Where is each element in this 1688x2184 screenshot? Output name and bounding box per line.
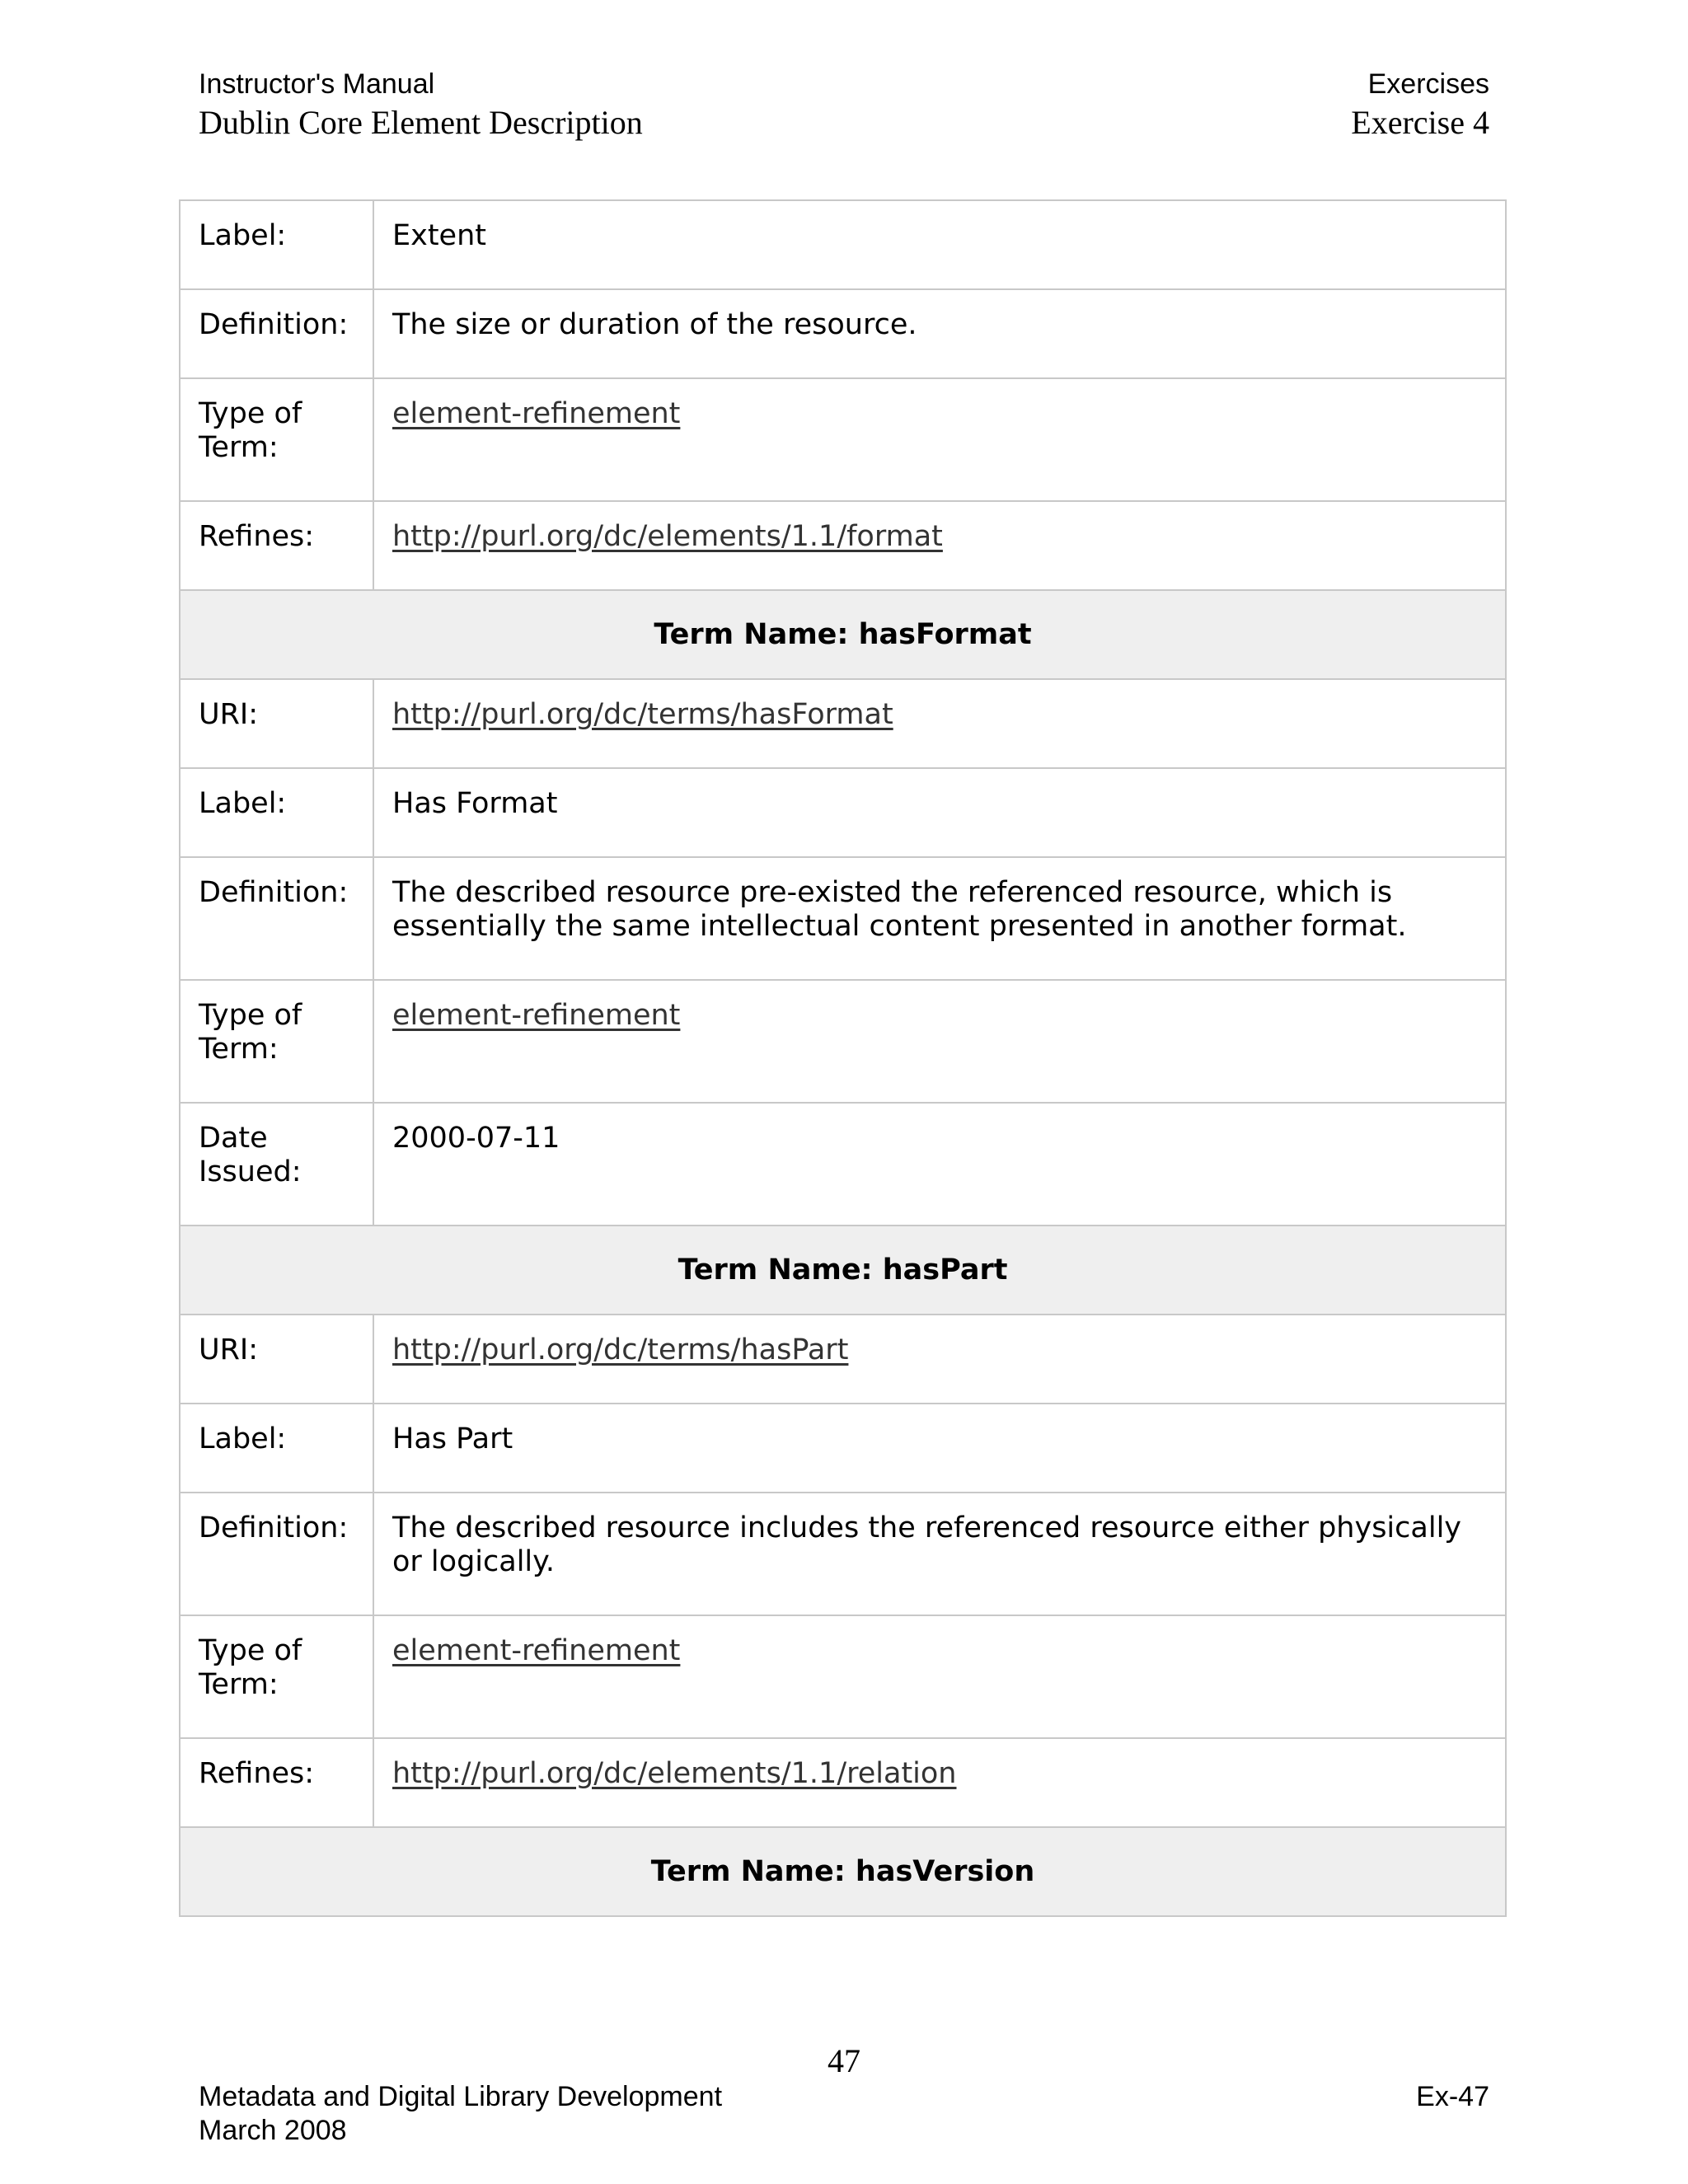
table-row (180, 378, 1506, 501)
table-row (180, 768, 1506, 857)
footer-date: March 2008 (199, 2115, 347, 2146)
table-row (180, 1315, 1506, 1404)
row-label: Refines: (180, 501, 373, 590)
row-label: Definition: (180, 857, 373, 980)
term-description-table (179, 199, 1507, 1917)
term-name-heading: Term Name: hasPart (180, 1226, 1506, 1315)
term-heading-row (180, 590, 1506, 679)
row-value (373, 501, 1506, 590)
type-of-term-link[interactable]: element-refinement (392, 397, 681, 430)
term-heading-row (180, 1226, 1506, 1315)
row-value (373, 980, 1506, 1103)
table-row (180, 1404, 1506, 1493)
footer-left (199, 2080, 722, 2148)
refines-link[interactable]: http://purl.org/dc/elements/1.1/relation (392, 1757, 957, 1790)
row-value (373, 1315, 1506, 1404)
header-section: Exercises (1367, 68, 1489, 100)
refines-link[interactable]: http://purl.org/dc/elements/1.1/format (392, 520, 943, 553)
header-manual-title: Instructor's Manual (199, 68, 435, 100)
type-of-term-link[interactable]: element-refinement (392, 999, 681, 1032)
term-name-heading: Term Name: hasVersion (180, 1827, 1506, 1916)
row-value: The size or duration of the resource. (373, 289, 1506, 378)
table-row (180, 1738, 1506, 1827)
row-value: The described resource includes the referenced resource either physically or logically. (373, 1493, 1506, 1615)
page-footer (199, 2042, 1489, 2149)
row-value (373, 378, 1506, 501)
uri-link[interactable]: http://purl.org/dc/terms/hasPart (392, 1333, 849, 1366)
row-value: Has Format (373, 768, 1506, 857)
row-label: Definition: (180, 1493, 373, 1615)
table-row (180, 1103, 1506, 1226)
row-label: Definition: (180, 289, 373, 378)
row-label: Type of Term: (180, 980, 373, 1103)
row-value: Extent (373, 200, 1506, 289)
type-of-term-link[interactable]: element-refinement (392, 1634, 681, 1667)
uri-link[interactable]: http://purl.org/dc/terms/hasFormat (392, 698, 893, 731)
footer-course-title: Metadata and Digital Library Development (199, 2081, 723, 2112)
row-label: Type of Term: (180, 378, 373, 501)
row-value (373, 679, 1506, 768)
row-label: Label: (180, 768, 373, 857)
row-label: Type of Term: (180, 1615, 373, 1738)
row-value: The described resource pre-existed the referenced resource, which is essentially the same intellectual content presented in another format. (373, 857, 1506, 980)
header-bottom-row (199, 104, 1489, 142)
row-label: Refines: (180, 1738, 373, 1827)
header-exercise: Exercise 4 (1351, 104, 1489, 141)
table-row (180, 857, 1506, 980)
page-number: 47 (828, 2042, 860, 2079)
table-row (180, 1615, 1506, 1738)
row-label: Label: (180, 1404, 373, 1493)
table-row (180, 200, 1506, 289)
row-value (373, 1738, 1506, 1827)
row-value: Has Part (373, 1404, 1506, 1493)
term-heading-row (180, 1827, 1506, 1916)
header-top-row (199, 64, 1489, 104)
row-label: Label: (180, 200, 373, 289)
page-header (199, 64, 1489, 142)
row-label: URI: (180, 679, 373, 768)
table-row (180, 289, 1506, 378)
row-value: 2000-07-11 (373, 1103, 1506, 1226)
table-row (180, 980, 1506, 1103)
table-row (180, 501, 1506, 590)
row-label: URI: (180, 1315, 373, 1404)
footer-page-code: Ex-47 (1416, 2081, 1489, 2112)
header-document-title: Dublin Core Element Description (199, 104, 643, 141)
row-label: Date Issued: (180, 1103, 373, 1226)
row-value (373, 1615, 1506, 1738)
table-row (180, 1493, 1506, 1615)
term-name-heading: Term Name: hasFormat (180, 590, 1506, 679)
table-row (180, 679, 1506, 768)
